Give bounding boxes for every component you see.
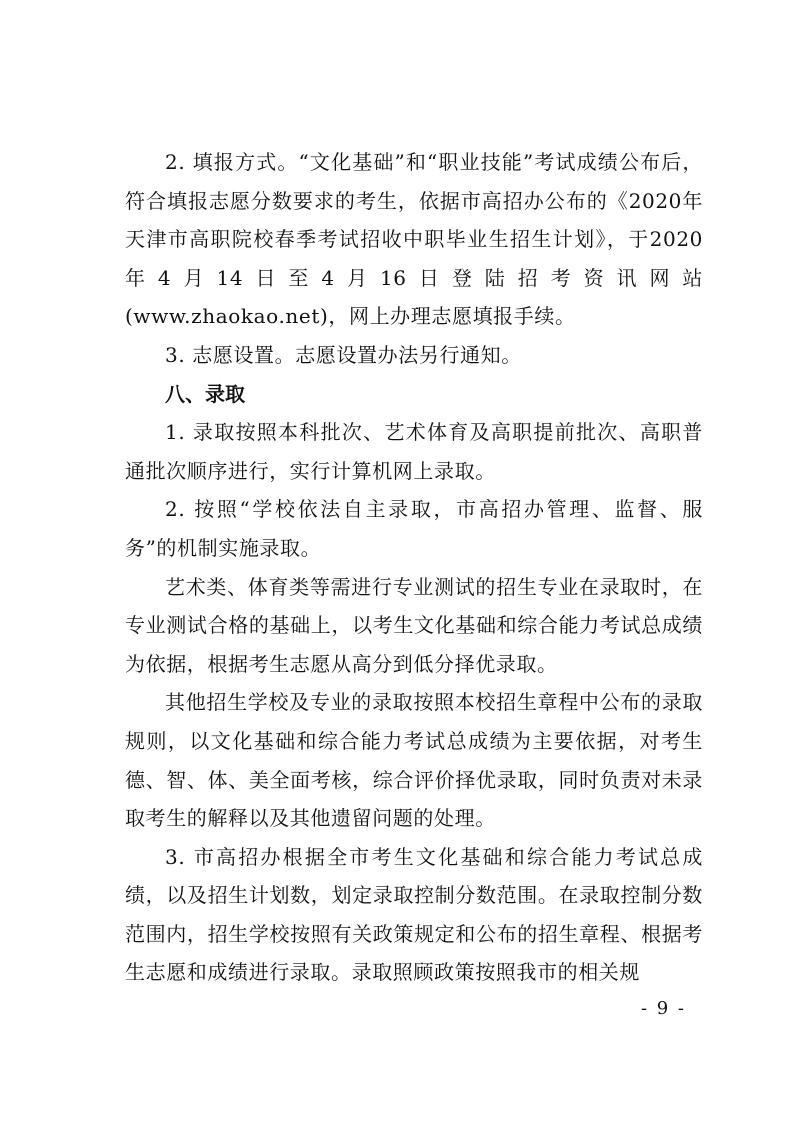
paragraph-admission-mechanism: 2. 按照“学校依法自主录取，市高招办管理、监督、服务”的机制实施录取。 xyxy=(125,497,703,560)
paragraph-volunteer-setting: 3. 志愿设置。志愿设置办法另行通知。 xyxy=(165,342,522,367)
paragraph-score-range: 3. 市高招办根据全市考生文化基础和综合能力考试总成绩，以及招生计划数，划定录取控制分数范围。在录取控制分数范围内，招生学校按照有关政策规定和公布的招生章程、根据考生志愿和成绩进行录取。录取照顾政策按照我市的相关规 xyxy=(125,844,703,985)
section-heading-admission: 八、录取 xyxy=(165,381,245,406)
paragraph-fill-method: 2. 填报方式。“文化基础”和“职业技能”考试成绩公布后，符合填报志愿分数要求的考生，依据市高招办公布的《2020年天津市高职院校春季考试招收中职毕业生招生计划》，于2020年4月14日至4月16日登陆招考资讯网站(www.zhaokao.net)，网上办理志愿填报手续。 xyxy=(125,150,703,329)
paragraph-admission-order: 1. 录取按照本科批次、艺术体育及高职提前批次、高职普通批次顺序进行，实行计算机网上录取。 xyxy=(125,420,703,483)
paragraph-art-sports-admission: 艺术类、体育类等需进行专业测试的招生专业在录取时，在专业测试合格的基础上，以考生文化基础和综合能力考试总成绩为依据，根据考生志愿从高分到低分择优录取。 xyxy=(125,574,703,676)
paragraph-other-admission: 其他招生学校及专业的录取按照本校招生章程中公布的录取规则，以文化基础和综合能力考试总成绩为主要依据，对考生德、智、体、美全面考核，综合评价择优录取，同时负责对未录取考生的解释以及其他遗留问题的处理。 xyxy=(125,690,703,831)
document-body xyxy=(125,143,703,992)
page-number: - 9 - xyxy=(640,998,686,1019)
